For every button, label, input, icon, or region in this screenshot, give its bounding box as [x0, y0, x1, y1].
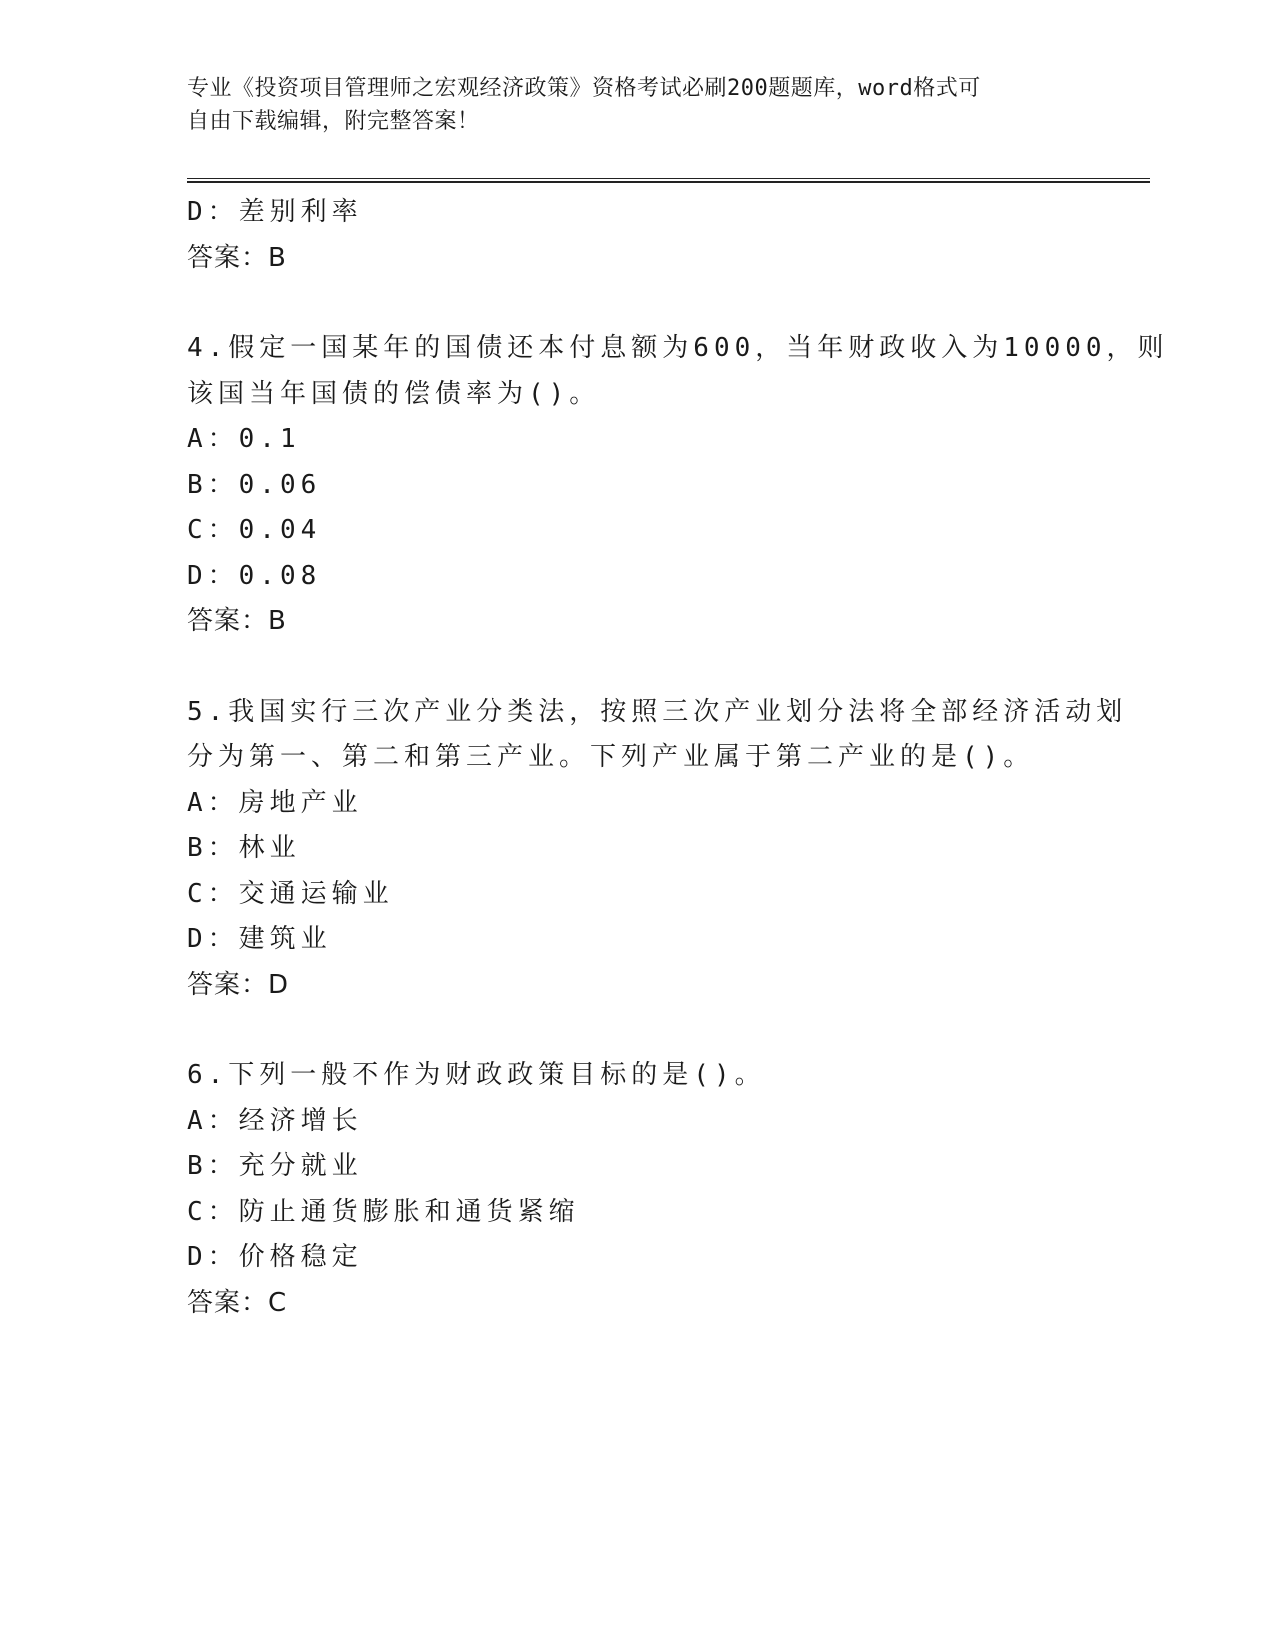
question-list — [187, 190, 1169, 1326]
question-4 — [187, 326, 1169, 645]
option-b: B：林业 — [187, 833, 301, 863]
page-header — [187, 72, 1067, 138]
option-c: C：交通运输业 — [187, 878, 394, 909]
answer: 答案：B — [187, 606, 287, 636]
question-6 — [187, 1053, 1087, 1326]
option-c: C：0.04 — [187, 515, 322, 545]
question-stem-line-1: 6.下列一般不作为财政政策目标的是()。 — [187, 1060, 766, 1090]
option-a: A：房地产业 — [187, 787, 363, 818]
option-d: D：价格稳定 — [187, 1242, 363, 1272]
question-3-tail — [187, 190, 1087, 281]
answer: 答案：B — [187, 242, 287, 273]
answer: 答案：D — [187, 969, 290, 1000]
question-stem-line-1: 4.假定一国某年的国债还本付息额为600，当年财政收入为10000，则 — [187, 333, 1169, 363]
option-a: A：经济增长 — [187, 1105, 363, 1136]
answer: 答案：C — [187, 1287, 288, 1318]
header-line-1: 专业《投资项目管理师之宏观经济政策》资格考试必刷200题题库，word格式可 — [187, 76, 981, 101]
option-d: D：差别利率 — [187, 197, 363, 227]
option-d: D：建筑业 — [187, 924, 332, 954]
header-line-2: 自由下载编辑，附完整答案！ — [187, 109, 480, 134]
question-stem-line-2: 该国当年国债的偿债率为()。 — [187, 378, 601, 409]
question-5 — [187, 690, 1128, 1009]
option-a: A：0.1 — [187, 424, 301, 454]
option-b: B：充分就业 — [187, 1151, 363, 1181]
option-b: B：0.06 — [187, 469, 322, 500]
option-c: C：防止通货膨胀和通货紧缩 — [187, 1196, 580, 1227]
question-stem-line-2: 分为第一、第二和第三产业。下列产业属于第二产业的是()。 — [187, 742, 1035, 772]
option-d: D：0.08 — [187, 560, 322, 591]
header-divider — [187, 178, 1150, 183]
question-stem-line-1: 5.我国实行三次产业分类法，按照三次产业划分法将全部经济活动划 — [187, 696, 1128, 727]
